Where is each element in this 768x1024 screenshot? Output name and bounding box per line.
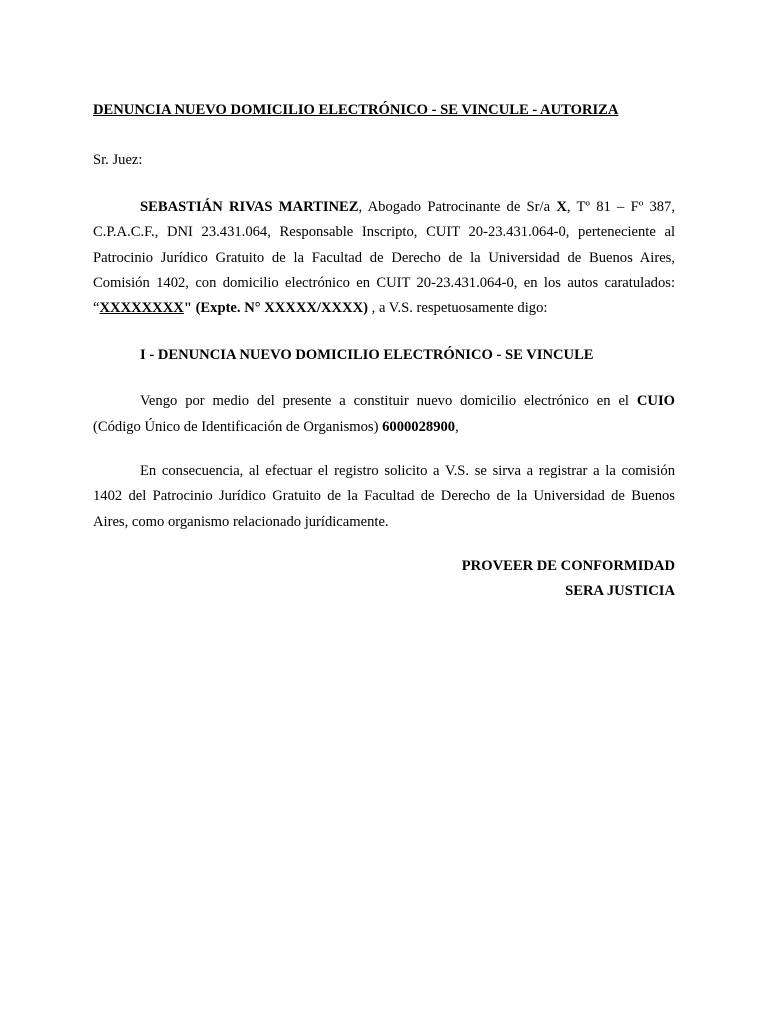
cuio-label: CUIO	[636, 393, 675, 410]
section-heading: I - DENUNCIA NUEVO DOMICILIO ELECTRÓNICO - SE VINCULE	[140, 347, 594, 364]
intro-text-2: , Tº 81 – Fº 387, C.P.A.C.F., DNI 23.431.064, Responsable Inscripto, CUIT 20-23.431.064-0, perteneciente al Patrocinio Jurídico Gratuito de la Facultad de Derecho de la Universidad de Buenos Aires, Comisión 1402, con domicilio electrónico en CUIT 20-23.431.064-0, en los autos caratulados: “	[93, 199, 676, 317]
intro-text-3: , a V.S. respetuosamente digo:	[368, 300, 548, 317]
cuio-text-3: ,	[455, 418, 459, 435]
cuio-paragraph	[93, 389, 675, 440]
client-name: X	[556, 199, 567, 215]
closing-block	[93, 554, 675, 605]
cuio-text-2: (Código Único de Identificación de Organismos)	[93, 418, 383, 435]
salutation: Sr. Juez:	[93, 152, 143, 168]
closing-line-2: SERA JUSTICIA	[565, 583, 675, 600]
lawyer-name: SEBASTIÁN RIVAS MARTINEZ	[140, 199, 359, 215]
closing-line-1: PROVEER DE CONFORMIDAD	[461, 557, 675, 574]
case-name: XXXXXXXX	[99, 300, 184, 317]
cuio-number: 6000028900	[382, 418, 456, 435]
document-page	[93, 100, 675, 605]
document-title: DENUNCIA NUEVO DOMICILIO ELECTRÓNICO - SE VINCULE - AUTORIZA	[93, 102, 619, 118]
case-reference: " (Expte. N° XXXXX/XXXX)	[183, 300, 368, 317]
intro-text-1: , Abogado Patrocinante de Sr/a	[358, 199, 557, 215]
intro-paragraph	[93, 195, 675, 321]
cuio-text-1: Vengo por medio del presente a constituir nuevo domicilio electrónico en el	[140, 393, 637, 410]
consequence-paragraph: En consecuencia, al efectuar el registro solicito a V.S. se sirva a registrar a la comisión 1402 del Patrocinio Jurídico Gratuito de la Facultad de Derecho de la Universidad de Buenos Aires, como organismo relacionado jurídicamente.	[93, 463, 675, 530]
